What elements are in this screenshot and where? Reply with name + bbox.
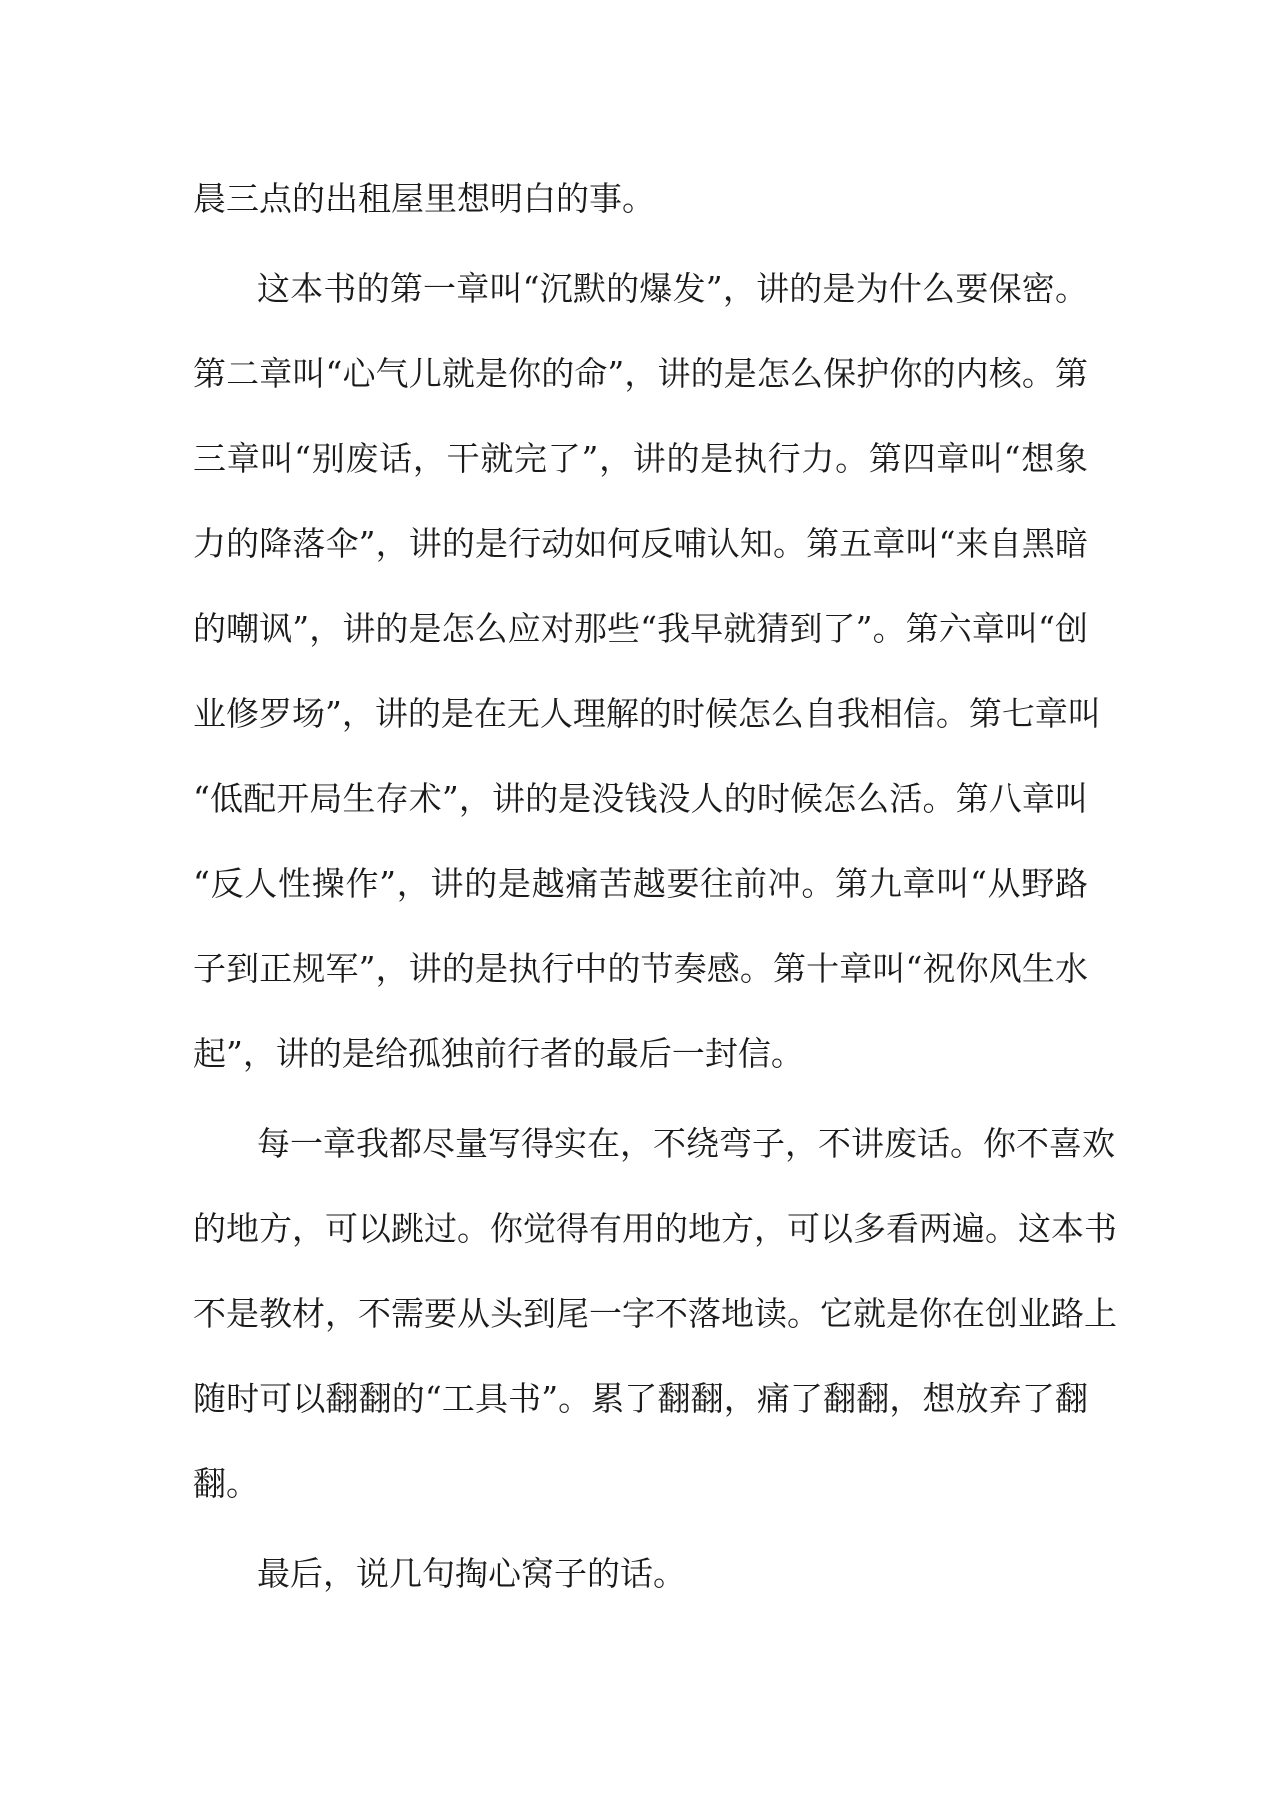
- paragraph-line: “反人性操作”，讲的是越痛苦越要往前冲。第九章叫“从野路: [193, 864, 1088, 903]
- paragraph-line: 这本书的第一章叫“沉默的爆发”，讲的是为什么要保密。: [257, 269, 1088, 308]
- paragraph-line: 的地方，可以跳过。你觉得有用的地方，可以多看两遍。这本书: [193, 1209, 1117, 1248]
- paragraph-line: 晨三点的出租屋里想明白的事。: [193, 179, 655, 218]
- paragraph-line: 三章叫“别废话，干就完了”，讲的是执行力。第四章叫“想象: [193, 439, 1088, 478]
- paragraph-line: 力的降落伞”，讲的是行动如何反哺认知。第五章叫“来自黑暗: [193, 524, 1088, 563]
- paragraph-line: 的嘲讽”，讲的是怎么应对那些“我早就猜到了”。第六章叫“创: [193, 609, 1088, 648]
- paragraph-line: 不是教材，不需要从头到尾一字不落地读。它就是你在创业路上: [193, 1294, 1117, 1333]
- paragraph-line: 子到正规军”，讲的是执行中的节奏感。第十章叫“祝你风生水: [193, 949, 1088, 988]
- paragraph-line: 随时可以翻翻的“工具书”。累了翻翻，痛了翻翻，想放弃了翻: [193, 1379, 1088, 1418]
- paragraph-line: “低配开局生存术”，讲的是没钱没人的时候怎么活。第八章叫: [193, 779, 1088, 818]
- paragraph-line: 第二章叫“心气儿就是你的命”，讲的是怎么保护你的内核。第: [193, 354, 1088, 393]
- paragraph-line: 起”，讲的是给孤独前行者的最后一封信。: [193, 1034, 804, 1073]
- paragraph-line: 每一章我都尽量写得实在，不绕弯子，不讲废话。你不喜欢: [257, 1124, 1115, 1163]
- paragraph-line: 最后，说几句掏心窝子的话。: [257, 1554, 686, 1593]
- paragraph-line: 翻。: [193, 1464, 259, 1503]
- paragraph-line: 业修罗场”，讲的是在无人理解的时候怎么自我相信。第七章叫: [193, 694, 1101, 733]
